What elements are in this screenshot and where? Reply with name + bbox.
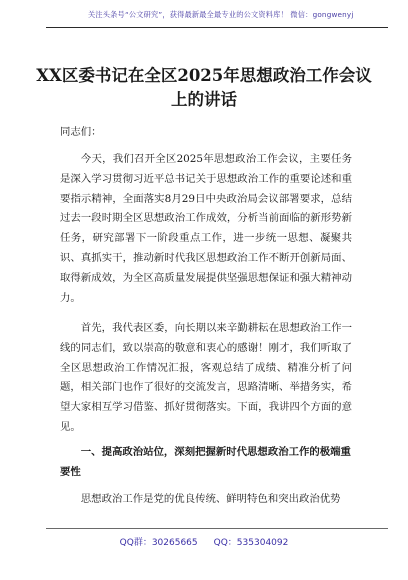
footer-qq: QQ：535304092 [213,538,289,548]
paragraph-intro: 今天，我们召开全区2025年思想政治工作会议，主要任务是深入学习贯彻习近平总书记关于思想政治工作的重要论述和重要指示精神，全面落实8月29日中央政治局会议部署要求，总结过去一段时期全区思想政治工作成效，分析当前面临的新形势新任务，研究部署下一阶段重点工作，进一步统一思想、凝聚共识、真抓实干，推动新时代我区思想政治工作不断开创新局面、取得新成效，为全区高质量发展提供坚强思想保证和强大精神动力。 [60,153,352,304]
header-divider [46,27,388,28]
paragraph-thanks: 首先，我代表区委，向长期以来辛勤耕耘在思想政治工作一线的同志们，致以崇高的敬意和衷心的感谢！刚才，我们听取了全区思想政治工作情况汇报，客观总结了成绩、精准分析了问题，相关部门也作了很好的交流发言，思路清晰、举措务实，希望大家相互学习借鉴、抓好贯彻落实。下面，我讲四个方面的意见。 [60,322,352,433]
salutation: 同志们： [60,126,102,138]
footer [0,535,408,548]
paragraph-section-1-start: 思想政治工作是党的优良传统、鲜明特色和突出政治优势 [80,493,341,505]
footer-divider [46,528,388,529]
header-note: 关注头条号“公文研究”，获得最新最全最专业的公文资料库！ 微信：gongwenyj [88,10,354,19]
document-title: XX区委书记在全区2025年思想政治工作会议上的讲话 [36,66,372,109]
section-heading-1: 一、提高政治站位，深刻把握新时代思想政治工作的极端重要性 [60,446,351,478]
footer-qq-group: QQ群：30265665 [119,538,198,548]
